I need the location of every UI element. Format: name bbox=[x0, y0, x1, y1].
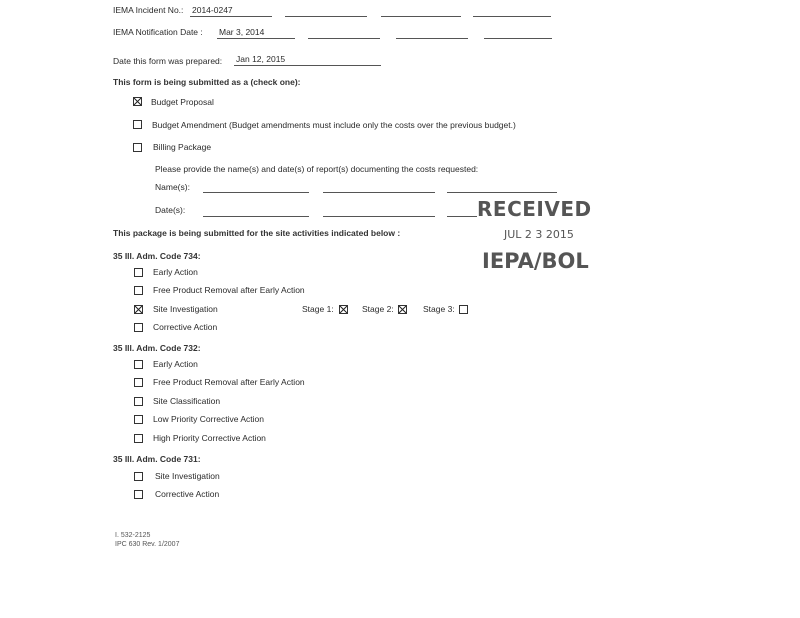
date-field-2[interactable] bbox=[323, 216, 435, 217]
incident-number-field-2[interactable] bbox=[285, 16, 367, 17]
received-stamp: RECEIVED bbox=[477, 197, 592, 221]
site-activities-heading: This package is being submitted for the site activities indicated below : bbox=[113, 228, 401, 238]
code731-site-investigation-label: Site Investigation bbox=[155, 471, 220, 481]
stage-1-checkbox[interactable] bbox=[339, 305, 348, 314]
code-732-title: 35 Ill. Adm. Code 732: bbox=[113, 343, 201, 353]
code-734-title: 35 Ill. Adm. Code 734: bbox=[113, 251, 201, 261]
incident-number-label: IEMA Incident No.: bbox=[113, 5, 184, 15]
form-revision: IPC 630 Rev. 1/2007 bbox=[115, 541, 180, 548]
incident-number-field-3[interactable] bbox=[381, 16, 461, 17]
incident-number-field-4[interactable] bbox=[473, 16, 551, 17]
code732-low-priority-checkbox[interactable] bbox=[134, 415, 143, 424]
date-field-1[interactable] bbox=[203, 216, 309, 217]
code732-low-priority-label: Low Priority Corrective Action bbox=[153, 414, 265, 424]
code731-corrective-action-label: Corrective Action bbox=[155, 489, 220, 499]
code732-early-action-label: Early Action bbox=[153, 359, 198, 369]
code732-early-action-checkbox[interactable] bbox=[134, 360, 143, 369]
budget-amendment-checkbox[interactable] bbox=[133, 120, 142, 129]
stage-2-label: Stage 2: bbox=[362, 304, 394, 314]
incident-number-value: 2014-0247 bbox=[192, 5, 233, 15]
check-x-icon bbox=[399, 306, 406, 313]
form-number: I. 532-2125 bbox=[115, 532, 151, 539]
name-field-3[interactable] bbox=[447, 192, 557, 193]
code732-free-product-label: Free Product Removal after Early Action bbox=[153, 377, 305, 387]
notification-date-field[interactable] bbox=[217, 27, 295, 39]
report-instruction: Please provide the name(s) and date(s) of report(s) documenting the costs requested: bbox=[155, 164, 479, 174]
stage-1-label: Stage 1: bbox=[302, 304, 334, 314]
name-field-2[interactable] bbox=[323, 192, 435, 193]
dates-label: Date(s): bbox=[155, 205, 186, 215]
notification-date-field-3[interactable] bbox=[396, 38, 468, 39]
billing-package-label: Billing Package bbox=[153, 142, 212, 152]
code732-high-priority-checkbox[interactable] bbox=[134, 434, 143, 443]
budget-proposal-checkbox[interactable] bbox=[133, 97, 142, 106]
stage-3-label: Stage 3: bbox=[423, 304, 455, 314]
code734-site-investigation-label: Site Investigation bbox=[153, 304, 218, 314]
code734-free-product-label: Free Product Removal after Early Action bbox=[153, 285, 305, 295]
billing-package-checkbox[interactable] bbox=[133, 143, 142, 152]
prepared-date-label: Date this form was prepared: bbox=[113, 56, 223, 66]
prepared-date-value: Jan 12, 2015 bbox=[236, 54, 286, 64]
code732-site-classification-label: Site Classification bbox=[153, 396, 221, 406]
code734-free-product-checkbox[interactable] bbox=[134, 286, 143, 295]
stage-3-checkbox[interactable] bbox=[459, 305, 468, 314]
code732-site-classification-checkbox[interactable] bbox=[134, 397, 143, 406]
date-field-3[interactable] bbox=[447, 216, 477, 217]
code734-early-action-checkbox[interactable] bbox=[134, 268, 143, 277]
prepared-date-field[interactable] bbox=[234, 54, 381, 66]
incident-number-field[interactable] bbox=[190, 5, 272, 17]
budget-amendment-label: Budget Amendment (Budget amendments must include only the costs over the previous budget.) bbox=[152, 120, 516, 130]
code732-free-product-checkbox[interactable] bbox=[134, 378, 143, 387]
notification-date-field-2[interactable] bbox=[308, 38, 380, 39]
notification-date-value: Mar 3, 2014 bbox=[219, 27, 265, 37]
received-stamp-date: JUL 2 3 2015 bbox=[504, 228, 574, 241]
code734-corrective-action-checkbox[interactable] bbox=[134, 323, 143, 332]
code731-corrective-action-checkbox[interactable] bbox=[134, 490, 143, 499]
check-x-icon bbox=[135, 306, 142, 313]
notification-date-field-4[interactable] bbox=[484, 38, 552, 39]
code-731-title: 35 Ill. Adm. Code 731: bbox=[113, 454, 201, 464]
code732-high-priority-label: High Priority Corrective Action bbox=[153, 433, 266, 443]
code734-site-investigation-checkbox[interactable] bbox=[134, 305, 143, 314]
received-stamp-agency: IEPA/BOL bbox=[482, 249, 589, 273]
check-x-icon bbox=[340, 306, 347, 313]
check-x-icon bbox=[134, 98, 141, 105]
budget-proposal-label: Budget Proposal bbox=[151, 97, 214, 107]
code734-corrective-action-label: Corrective Action bbox=[153, 322, 218, 332]
code734-early-action-label: Early Action bbox=[153, 267, 198, 277]
names-label: Name(s): bbox=[155, 182, 190, 192]
name-field-1[interactable] bbox=[203, 192, 309, 193]
submission-heading: This form is being submitted as a (check one): bbox=[113, 77, 301, 87]
notification-date-label: IEMA Notification Date : bbox=[113, 27, 203, 37]
code731-site-investigation-checkbox[interactable] bbox=[134, 472, 143, 481]
stage-2-checkbox[interactable] bbox=[398, 305, 407, 314]
